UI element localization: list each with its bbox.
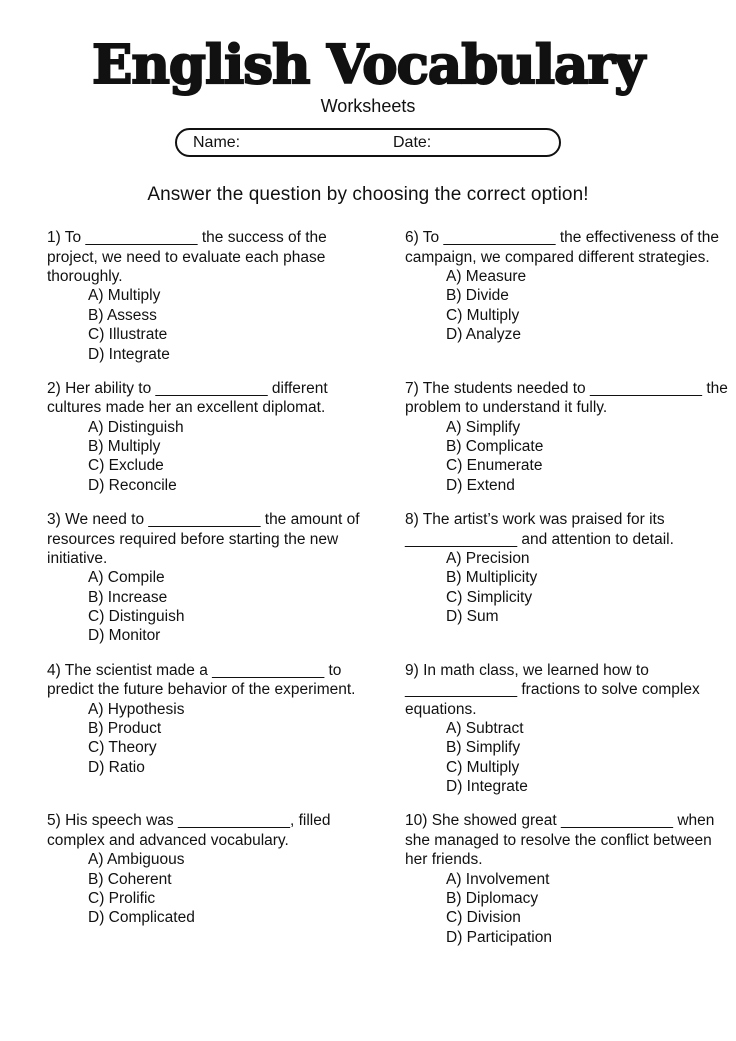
question-9-option-b[interactable]: B) Simplify: [446, 739, 521, 757]
question-10-option-a[interactable]: A) Involvement: [446, 870, 550, 888]
question-1: [47, 228, 377, 364]
question-3-option-c[interactable]: C) Distinguish: [88, 608, 185, 626]
question-2-options: [47, 418, 377, 496]
question-8-option-a[interactable]: A) Precision: [446, 549, 530, 567]
question-9-option-d[interactable]: D) Integrate: [446, 778, 528, 796]
question-2-option-d[interactable]: D) Reconcile: [88, 476, 177, 494]
question-3: [47, 510, 377, 646]
question-9-option-a[interactable]: A) Subtract: [446, 719, 524, 737]
question-10-text: 10) She showed great _____________ when she managed to resolve the conflict between her friends.: [405, 812, 719, 869]
question-7: [405, 379, 735, 495]
question-6-option-c[interactable]: C) Multiply: [446, 306, 520, 324]
question-6-text: 6) To _____________ the effectiveness of the campaign, we compared different strategies.: [405, 229, 724, 266]
question-6-option-b[interactable]: B) Divide: [446, 287, 509, 305]
date-label: Date:: [393, 133, 432, 151]
question-5-option-c[interactable]: C) Prolific: [88, 889, 156, 907]
question-6: [405, 228, 735, 344]
question-4-option-d[interactable]: D) Ratio: [88, 758, 145, 776]
question-9-text: 9) In math class, we learned how to _____________ fractions to solve complex equations.: [405, 661, 705, 718]
question-5: [47, 811, 377, 927]
date-input-area[interactable]: [431, 133, 559, 153]
question-10: [405, 811, 735, 947]
question-7-option-d[interactable]: D) Extend: [446, 476, 515, 494]
question-8: [405, 510, 735, 626]
question-10-option-b[interactable]: B) Diplomacy: [446, 889, 539, 907]
question-3-option-d[interactable]: D) Monitor: [88, 627, 161, 645]
question-10-option-c[interactable]: C) Division: [446, 909, 521, 927]
question-4-text: 4) The scientist made a _____________ to predict the future behavior of the experiment.: [47, 661, 356, 699]
question-1-option-a[interactable]: A) Multiply: [88, 287, 161, 305]
question-4-option-c[interactable]: C) Theory: [88, 739, 157, 757]
question-7-option-c[interactable]: C) Enumerate: [446, 457, 543, 475]
question-5-options: [47, 850, 377, 928]
question-4-options: [47, 700, 377, 778]
question-3-options: [47, 568, 377, 646]
page-subtitle: Worksheets: [320, 96, 416, 117]
question-3-option-b[interactable]: B) Increase: [88, 588, 168, 606]
question-9: [405, 661, 735, 797]
question-8-option-d[interactable]: D) Sum: [446, 608, 499, 626]
question-5-option-d[interactable]: D) Complicated: [88, 909, 195, 927]
question-4-option-a[interactable]: A) Hypothesis: [88, 700, 185, 718]
question-1-options: [47, 286, 377, 364]
question-5-option-b[interactable]: B) Coherent: [88, 870, 172, 888]
question-2-text: 2) Her ability to _____________ different cultures made her an excellent diplomat.: [47, 379, 332, 417]
date-group: [393, 133, 559, 153]
question-6-option-a[interactable]: A) Measure: [446, 268, 527, 286]
question-7-option-b[interactable]: B) Complicate: [446, 438, 544, 456]
question-7-option-a[interactable]: A) Simplify: [446, 418, 521, 436]
page-title: English Vocabulary: [91, 34, 645, 96]
question-8-option-b[interactable]: B) Multiplicity: [446, 569, 538, 587]
name-input-area[interactable]: [240, 133, 393, 153]
question-7-text: 7) The students needed to _____________ the problem to understand it fully.: [405, 379, 733, 417]
question-8-text: 8) The artist’s work was praised for its _____________ and attention to detail.: [405, 511, 674, 548]
question-4-option-b[interactable]: B) Product: [88, 719, 162, 737]
question-9-options: [405, 719, 735, 797]
question-2-option-a[interactable]: A) Distinguish: [88, 418, 184, 436]
question-3-option-a[interactable]: A) Compile: [88, 569, 165, 587]
questions-grid: [47, 228, 733, 947]
question-1-option-c[interactable]: C) Illustrate: [88, 326, 168, 344]
question-1-option-d[interactable]: D) Integrate: [88, 345, 170, 363]
question-9-option-c[interactable]: C) Multiply: [446, 758, 520, 776]
question-10-options: [405, 870, 735, 948]
question-4: [47, 661, 377, 777]
question-5-option-a[interactable]: A) Ambiguous: [88, 851, 185, 869]
instruction-text: Answer the question by choosing the correct option!: [147, 184, 589, 206]
question-6-option-d[interactable]: D) Analyze: [446, 326, 521, 344]
question-2-option-b[interactable]: B) Multiply: [88, 438, 161, 456]
question-10-option-d[interactable]: D) Participation: [446, 928, 552, 946]
question-5-text: 5) His speech was _____________, filled complex and advanced vocabulary.: [47, 812, 335, 849]
question-8-options: [405, 549, 735, 627]
name-group: [193, 133, 393, 153]
name-date-box: [175, 128, 561, 157]
question-2: [47, 379, 377, 495]
name-label: Name:: [193, 133, 241, 151]
question-8-option-c[interactable]: C) Simplicity: [446, 588, 533, 606]
question-7-options: [405, 418, 735, 496]
question-2-option-c[interactable]: C) Exclude: [88, 457, 164, 475]
question-1-text: 1) To _____________ the success of the project, we need to evaluate each phase thoroughly.: [47, 229, 332, 286]
question-3-text: 3) We need to _____________ the amount of resources required before starting the new initiative.: [47, 511, 364, 567]
question-1-option-b[interactable]: B) Assess: [88, 306, 157, 324]
question-6-options: [405, 267, 735, 345]
